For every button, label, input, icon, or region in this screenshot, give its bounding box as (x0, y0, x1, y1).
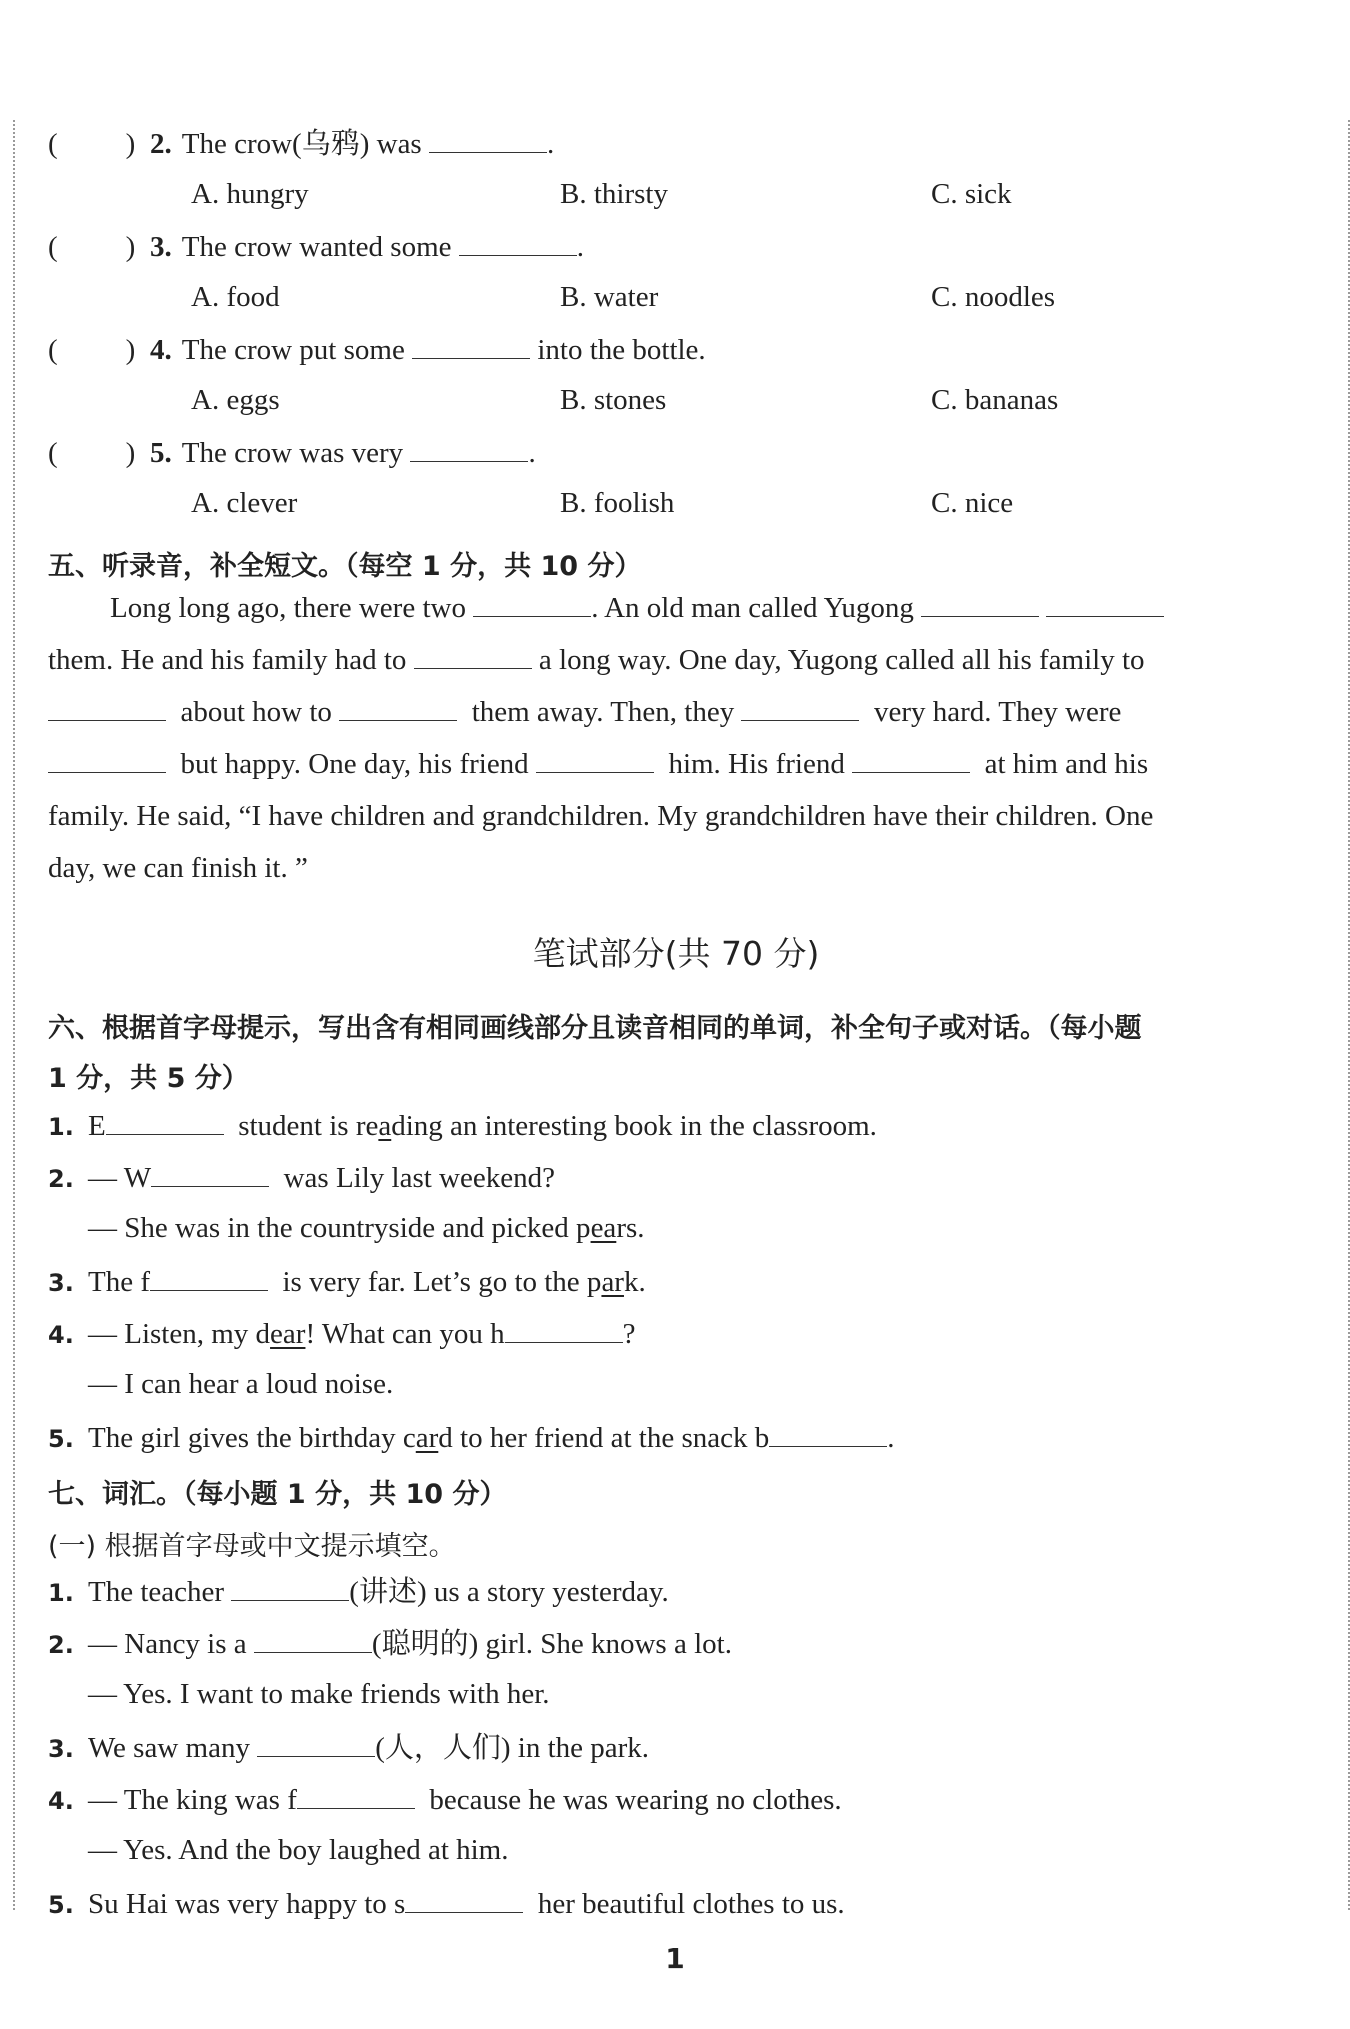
page-number: 1 (665, 1942, 685, 1975)
s6-question-2 (48, 1162, 555, 1193)
question-stem-end: . (546, 128, 555, 160)
s6-question-4 (48, 1318, 636, 1349)
answer-blank[interactable] (505, 1318, 623, 1343)
paren-close: ) (125, 128, 136, 160)
passage-text: very hard. They were (873, 696, 1122, 728)
written-part-title: 笔试部分(共 70 分) (532, 934, 820, 973)
passage-line-1 (48, 592, 1304, 625)
section-6-heading-cont: 1 分，共 5 分） (48, 1063, 249, 1094)
answer-blank[interactable] (769, 1422, 887, 1447)
option-a: A. hungry (191, 178, 309, 210)
option-b: B. stones (560, 384, 667, 416)
question-stem-end: into the bottle. (537, 334, 706, 366)
s7-question-4-reply: — Yes. And the boy laughed at him. (88, 1834, 509, 1866)
passage-text: Long long ago, there were two (110, 592, 466, 624)
question-number: 1. (48, 1579, 74, 1607)
option-b: B. foolish (560, 487, 675, 519)
answer-blank[interactable] (921, 592, 1039, 617)
question-text: d to her friend at the snack b (438, 1422, 770, 1454)
passage-line-5: family. He said, “I have children and grandchildren. My grandchildren have their children. One (48, 800, 1154, 832)
answer-blank[interactable] (852, 748, 970, 773)
section-6-heading: 六、根据首字母提示，写出含有相同画线部分且读音相同的单词，补全句子或对话。（每小题 (48, 1013, 1142, 1044)
question-text: ! What can you h (305, 1318, 505, 1350)
question-text: is very far. Let’s go to the p (282, 1266, 602, 1298)
section-7-heading: 七、词汇。（每小题 1 分，共 10 分） (48, 1479, 507, 1510)
answer-blank[interactable] (429, 128, 547, 153)
answer-blank[interactable] (1046, 592, 1164, 617)
question-text: ? (622, 1318, 636, 1350)
answer-blank[interactable] (536, 748, 654, 773)
question-text: — Nancy is a (88, 1628, 247, 1660)
underlined-letters: ea (590, 1212, 617, 1244)
option-b: B. water (560, 281, 659, 313)
passage-line-2 (48, 644, 1304, 677)
question-text: . (887, 1422, 895, 1454)
s6-question-1 (48, 1110, 877, 1141)
passage-text: them. He and his family had to (48, 644, 407, 676)
passage-text: but happy. One day, his friend (180, 748, 529, 780)
question-stem: The crow wanted some (181, 231, 452, 263)
answer-blank[interactable] (405, 1888, 523, 1913)
question-text: E (88, 1110, 106, 1142)
answer-blank[interactable] (459, 231, 577, 256)
question-text: rs. (616, 1212, 645, 1244)
question-text: (人，人们) in the park. (375, 1732, 650, 1764)
question-text: We saw many (88, 1732, 250, 1764)
s7-question-3 (48, 1732, 649, 1763)
answer-blank[interactable] (151, 1162, 269, 1187)
answer-blank[interactable] (414, 644, 532, 669)
paren-open: ( (48, 231, 58, 263)
question-number: 5. (48, 1891, 74, 1919)
answer-blank[interactable] (254, 1628, 372, 1653)
question-number: 4. (150, 334, 172, 366)
question-number: 3. (48, 1269, 74, 1297)
question-text: The girl gives the birthday c (88, 1422, 416, 1454)
paren-close: ) (125, 334, 136, 366)
section-5-heading: 五、听录音，补全短文。（每空 1 分，共 10 分） (48, 551, 642, 582)
question-text: — Listen, my d (88, 1318, 271, 1350)
question-text: The teacher (88, 1576, 225, 1608)
answer-blank[interactable] (48, 748, 166, 773)
question-text: — She was in the countryside and picked p (88, 1212, 591, 1244)
passage-text: a long way. One day, Yugong called all his family to (538, 644, 1145, 676)
option-c: C. nice (931, 487, 1014, 519)
passage-line-4 (48, 748, 1304, 781)
question-number: 1. (48, 1113, 74, 1141)
option-a: A. clever (191, 487, 298, 519)
mc-question-5 (48, 437, 536, 468)
paren-open: ( (48, 437, 58, 469)
binding-margin-left (13, 120, 15, 1910)
option-c: C. sick (931, 178, 1012, 210)
s7-question-2 (48, 1628, 732, 1659)
s7-question-1 (48, 1576, 669, 1607)
question-text: ding an interesting book in the classroom. (391, 1110, 877, 1142)
answer-blank[interactable] (412, 334, 530, 359)
question-stem: The crow put some (181, 334, 405, 366)
question-number: 2. (48, 1631, 74, 1659)
passage-text: at him and his (984, 748, 1149, 780)
underlined-letters: a (378, 1110, 392, 1142)
question-text: (讲述) us a story yesterday. (349, 1576, 669, 1608)
question-text: was Lily last weekend? (283, 1162, 555, 1194)
question-number: 5. (150, 437, 172, 469)
question-text: her beautiful clothes to us. (537, 1888, 845, 1920)
answer-blank[interactable] (231, 1576, 349, 1601)
question-number: 3. (150, 231, 172, 263)
question-number: 4. (48, 1321, 74, 1349)
question-text: The f (88, 1266, 150, 1298)
question-stem-end: . (576, 231, 585, 263)
passage-text: about how to (180, 696, 332, 728)
paren-open: ( (48, 128, 58, 160)
question-number: 3. (48, 1735, 74, 1763)
mc-question-4 (48, 334, 706, 365)
answer-blank[interactable] (150, 1266, 268, 1291)
question-text: student is re (238, 1110, 379, 1142)
underlined-letters: ar (415, 1422, 439, 1454)
option-a: A. eggs (191, 384, 280, 416)
s6-question-4-reply: — I can hear a loud noise. (88, 1368, 394, 1400)
question-text: — W (88, 1162, 152, 1194)
answer-blank[interactable] (48, 696, 166, 721)
underlined-letters: ear (270, 1318, 306, 1350)
passage-text: them away. Then, they (471, 696, 735, 728)
question-number: 2. (48, 1165, 74, 1193)
question-stem: The crow was very (181, 437, 404, 469)
s7-question-2-reply: — Yes. I want to make friends with her. (88, 1678, 550, 1710)
paren-close: ) (125, 437, 136, 469)
s6-question-2-reply (88, 1214, 645, 1243)
s7-question-5 (48, 1888, 845, 1919)
answer-blank[interactable] (257, 1732, 375, 1757)
paren-open: ( (48, 334, 58, 366)
mc-question-2 (48, 128, 554, 159)
passage-text: him. His friend (668, 748, 845, 780)
question-number: 2. (150, 128, 172, 160)
section-7-subheading: (一) 根据首字母或中文提示填空。 (48, 1531, 456, 1562)
passage-text: . An old man called Yugong (591, 592, 914, 624)
s6-question-3 (48, 1266, 646, 1297)
question-text: because he was wearing no clothes. (429, 1784, 842, 1816)
question-text: k. (623, 1266, 646, 1298)
question-stem-end: . (528, 437, 536, 469)
underlined-letters: ar (601, 1266, 624, 1298)
answer-blank[interactable] (106, 1110, 224, 1135)
question-text: Su Hai was very happy to s (88, 1888, 406, 1920)
s7-question-4 (48, 1784, 842, 1815)
s6-question-5 (48, 1422, 895, 1453)
question-number: 4. (48, 1787, 74, 1815)
passage-line-3 (48, 696, 1304, 729)
answer-blank[interactable] (473, 592, 591, 617)
question-number: 5. (48, 1425, 74, 1453)
answer-blank[interactable] (741, 696, 859, 721)
option-a: A. food (191, 281, 280, 313)
question-text: (聪明的) girl. She knows a lot. (371, 1628, 732, 1660)
paren-close: ) (125, 231, 136, 263)
option-c: C. bananas (931, 384, 1059, 416)
option-c: C. noodles (931, 281, 1056, 313)
mc-question-3 (48, 231, 584, 262)
passage-line-6: day, we can finish it. ” (48, 852, 308, 884)
answer-blank[interactable] (410, 437, 528, 462)
option-b: B. thirsty (560, 178, 668, 210)
question-stem: The crow(乌鸦) was (181, 128, 422, 160)
answer-blank[interactable] (297, 1784, 415, 1809)
answer-blank[interactable] (339, 696, 457, 721)
question-text: — The king was f (88, 1784, 297, 1816)
